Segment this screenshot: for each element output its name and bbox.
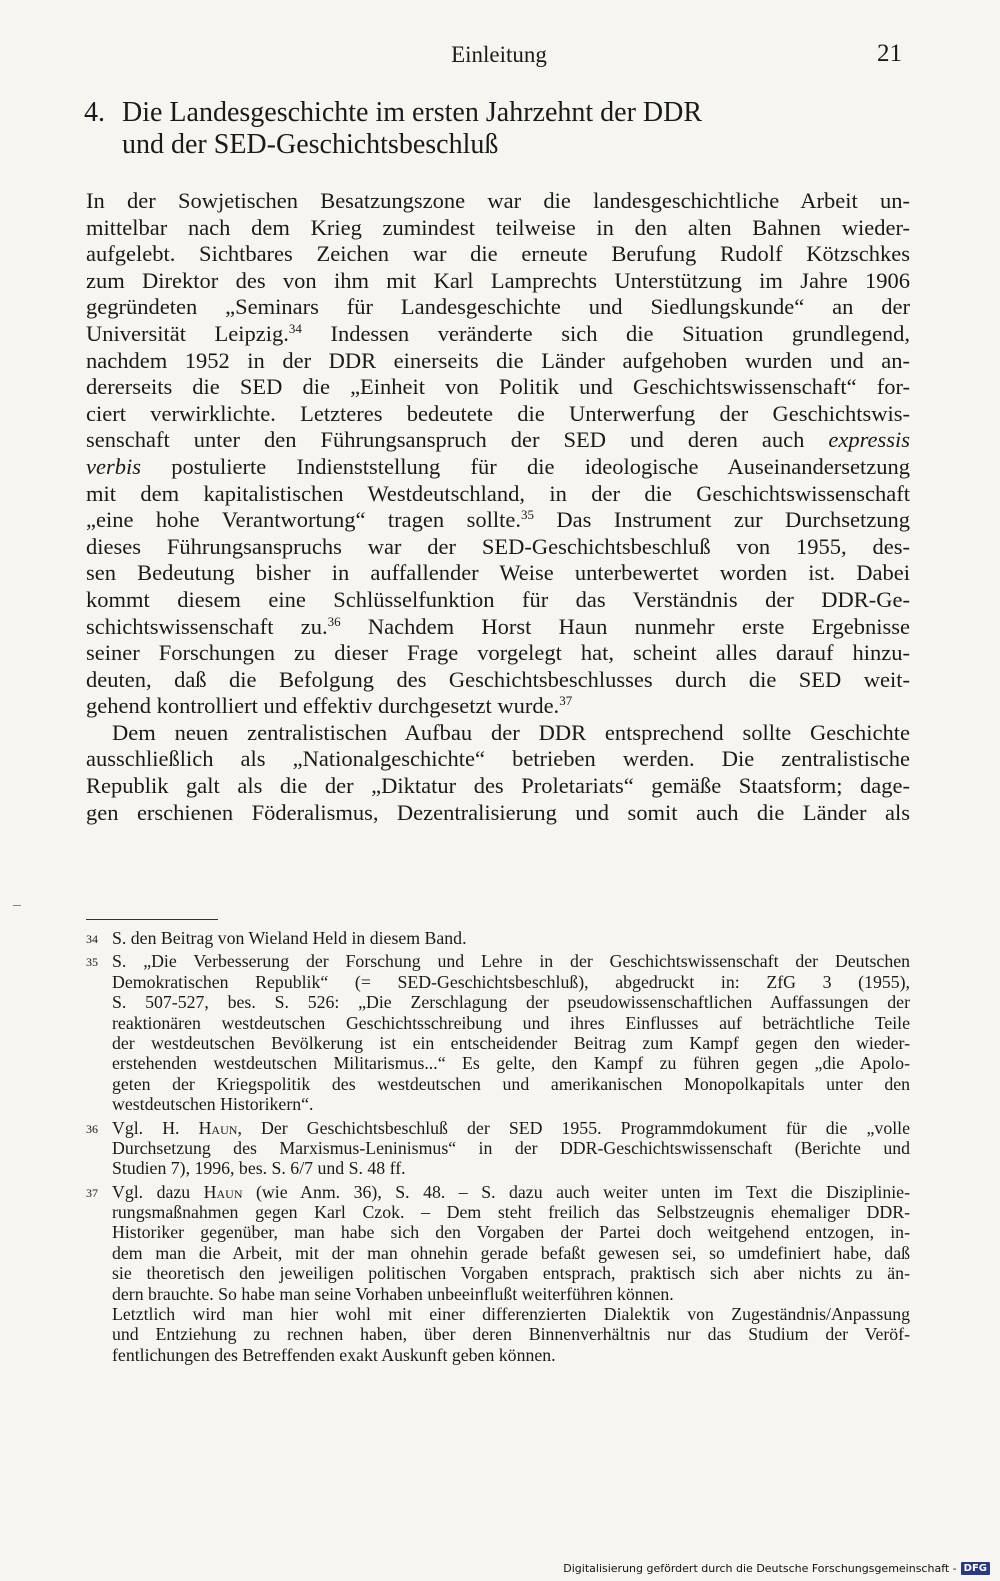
footnote-34 — [86, 928, 910, 948]
footnotes — [86, 928, 910, 1368]
footnote-marker: 36 — [86, 1121, 98, 1136]
footnote-ref-37[interactable]: 37 — [559, 693, 573, 709]
text-run: Indessen veränderte sich die Situation grundlegend, — [301, 320, 910, 346]
body-line: ciert verwirklichte. Letzteres bedeutete die Unterwerfung der Geschichtswis- — [86, 400, 910, 426]
footnote-line: Historiker gegenüber, man habe sich den Vorgaben der Partei doch weitgehend entzogen, in- — [112, 1222, 910, 1243]
scan-artifact — [13, 905, 21, 906]
body-line — [86, 321, 910, 348]
footnote-marker: 34 — [86, 932, 98, 946]
dfg-logo-icon: DFG — [961, 1562, 990, 1575]
body-line: deuten, daß die Befolgung des Geschichtsbeschlusses durch die SED weit- — [86, 666, 910, 692]
footnote-line: sie theoretisch den jeweiligen politischen Vorgaben entsprach, praktisch sich aber nichts zu än- — [112, 1263, 910, 1284]
text-run: Vgl. dazu — [112, 1181, 204, 1202]
page-number: 21 — [877, 40, 902, 67]
body-line: ausschließlich als „Nationalgeschichte“ betrieben werden. Die zentralistische — [86, 746, 910, 772]
footnote-line: erstehenden westdeutschen Militarismus...“ Es gelte, den Kampf zu führen gegen „die Apolo- — [112, 1053, 910, 1074]
body-line: Dem neuen zentralistischen Aufbau der DDR entsprechend sollte Geschichte — [112, 719, 910, 745]
footnote-line: fentlichungen des Betreffenden exakt Auskunft geben können. — [112, 1344, 556, 1365]
body-line — [86, 507, 910, 534]
italic-term: expressis — [828, 427, 910, 453]
body-line — [86, 693, 910, 720]
footnote-marker: 37 — [86, 1185, 98, 1200]
footnote-35 — [86, 951, 910, 1114]
body-line: In der Sowjetischen Besatzungszone war die landesgeschichtliche Arbeit un- — [86, 188, 910, 213]
body-line: Republik galt als die der „Diktatur des Proletariats“ gemäße Staatsform; dage- — [86, 773, 910, 799]
body-line: dieses Führungsanspruchs war der SED-Geschichtsbeschluß von 1955, des- — [86, 533, 910, 559]
footnote-line: Studien 7), 1996, bes. S. 6/7 und S. 48 ff. — [112, 1158, 406, 1179]
body-line — [86, 427, 910, 454]
footnote-line: S. 507-527, bes. S. 526: „Die Zerschlagung der pseudowissenschaftlichen Auffassungen der — [112, 992, 910, 1013]
section-title-line-1: Die Landesgeschichte im ersten Jahrzehnt der DDR — [122, 97, 703, 128]
author-name: Haun — [203, 1181, 243, 1202]
footnote-line: Demokratischen Republik“ (= SED-Geschichtsbeschluß), abgedruckt in: ZfG 3 (1955), — [112, 971, 910, 992]
author-name: Haun — [198, 1117, 238, 1138]
footnote-line: westdeutschen Historikern“. — [112, 1094, 314, 1115]
text-run: senschaft unter den Führungsanspruch der SED und deren auch — [86, 427, 829, 453]
section-title-line-2: und der SED-Geschichtsbeschluß — [122, 129, 499, 160]
text-run: Nachdem Horst Haun nunmehr erste Ergebnisse — [340, 613, 910, 639]
body-line: mit dem kapitalistischen Westdeutschland, in der die Geschichtswissenschaft — [86, 480, 910, 506]
body-line — [86, 614, 910, 641]
footnote-36 — [86, 1118, 910, 1179]
running-title: Einleitung — [451, 42, 547, 67]
body-line: aufgelebt. Sichtbares Zeichen war die erneute Berufung Rudolf Kötzschkes — [86, 241, 910, 267]
footnote-line: S. den Beitrag von Wieland Held in diesem Band. — [112, 928, 467, 948]
footnote-ref-36[interactable]: 36 — [327, 613, 341, 629]
footnote-line: der westdeutschen Bevölkerung ist ein entscheidender Beitrag zum Kampf gegen den wieder- — [112, 1032, 910, 1053]
footnote-separator — [86, 919, 218, 920]
footnote-marker: 35 — [86, 955, 98, 970]
footnote-line: Letztlich wird man hier wohl mit einer differenzierten Dialektik von Zugeständnis/Anpassung — [112, 1304, 910, 1325]
digitization-credit — [563, 1559, 990, 1577]
body-line: kommt diesem eine Schlüsselfunktion für das Verständnis der DDR-Ge- — [86, 586, 910, 612]
text-run: schichtswissenschaft zu. — [86, 613, 328, 639]
body-line — [86, 454, 910, 481]
text-run: (wie Anm. 36), S. 48. – S. dazu auch weiter unten im Text die Disziplinie- — [242, 1181, 910, 1202]
text-run: Das Instrument zur Durchsetzung — [533, 507, 910, 533]
footnote-line: Durchsetzung des Marxismus-Leninismus“ in der DDR-Geschichtswissenschaft (Berichte und — [112, 1137, 910, 1158]
credit-text: Digitalisierung gefördert durch die Deutsche Forschungsgemeinschaft - — [563, 1561, 957, 1575]
body-line: gen erschienen Föderalismus, Dezentralisierung und somit auch die Länder als — [86, 799, 910, 825]
text-run: gehend kontrolliert und effektiv durchgesetzt wurde. — [86, 693, 560, 719]
body-line: sen Bedeutung bisher in auffallender Weise unterbewertet worden ist. Dabei — [86, 560, 910, 586]
footnote-ref-35[interactable]: 35 — [520, 507, 534, 523]
body-line: dererseits die SED die „Einheit von Politik und Geschichtswissenschaft“ for- — [86, 374, 910, 400]
footnote-line: und Entziehung zu rechnen haben, über deren Binnenverhältnis nur das Studium der Veröf- — [112, 1324, 910, 1345]
footnote-line: reaktionären westdeutschen Geschichtsschreibung und ihres Einflusses auf beträchtliche Teile — [112, 1012, 910, 1033]
footnote-line: dem man die Arbeit, mit der man ohnehin gerade befaßt gewesen sei, so umdefiniert habe, daß — [112, 1242, 910, 1263]
text-run: Vgl. H. — [112, 1117, 199, 1138]
footnote-line: geten der Kriegspolitik des westdeutschen und amerikanischen Monopolkapitals unter den — [112, 1073, 910, 1094]
footnote-ref-34[interactable]: 34 — [288, 320, 302, 336]
text-run: „eine hohe Verantwortung“ tragen sollte. — [86, 507, 521, 533]
body-line: mittelbar nach dem Krieg zumindest teilweise in den alten Bahnen wieder- — [86, 214, 910, 240]
body-line: seiner Forschungen zu dieser Frage vorgelegt hat, scheint alles darauf hinzu- — [86, 640, 910, 666]
text-run: , Der Geschichtsbeschluß der SED 1955. Programmdokument für die „volle — [237, 1117, 910, 1138]
text-run: Universität Leipzig. — [86, 320, 289, 346]
text-run: postulierte Indienststellung für die ideologische Auseinandersetzung — [141, 453, 910, 479]
footnote-line — [112, 1118, 910, 1138]
footnote-line: rungsmaßnahmen gegen Karl Czok. – Dem steht freilich das Selbstzeugnis ehemaliger DDR- — [112, 1202, 910, 1223]
italic-term: verbis — [86, 453, 141, 479]
body-line: nachdem 1952 in der DDR einerseits die Länder aufgehoben wurden und an- — [86, 347, 910, 373]
body-line: gegründeten „Seminars für Landesgeschichte und Siedlungskunde“ an der — [86, 294, 910, 320]
running-head — [84, 40, 914, 72]
body-text — [86, 188, 910, 826]
section-number: 4. — [84, 97, 105, 128]
footnote-line: dern brauchte. So habe man seine Vorhaben unbeeinflußt weiterführen können. — [112, 1283, 674, 1304]
section-heading — [84, 97, 914, 161]
footnote-line: S. „Die Verbesserung der Forschung und Lehre in der Geschichtswissenschaft der Deutschen — [112, 951, 910, 972]
body-line: zum Direktor des von ihm mit Karl Lamprechts Unterstützung im Jahre 1906 — [86, 267, 910, 293]
footnote-37 — [86, 1182, 910, 1366]
footnote-line — [112, 1182, 910, 1202]
